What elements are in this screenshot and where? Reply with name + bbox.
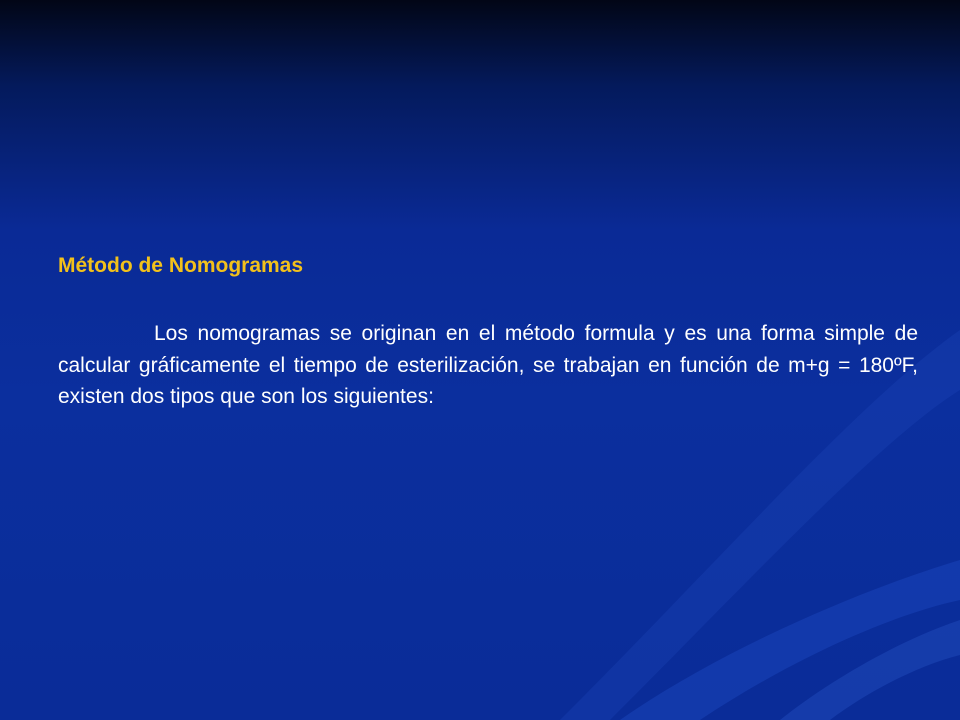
slide-content: [58, 252, 918, 413]
slide-title: Método de Nomogramas: [58, 254, 304, 277]
slide-paragraph: Los nomogramas se originan en el método formula y es una forma simple de calcular gráficamente el tiempo de esterilización, se trabajan en función de m+g = 180ºF, existen dos tipos que son los siguientes:: [58, 322, 918, 408]
